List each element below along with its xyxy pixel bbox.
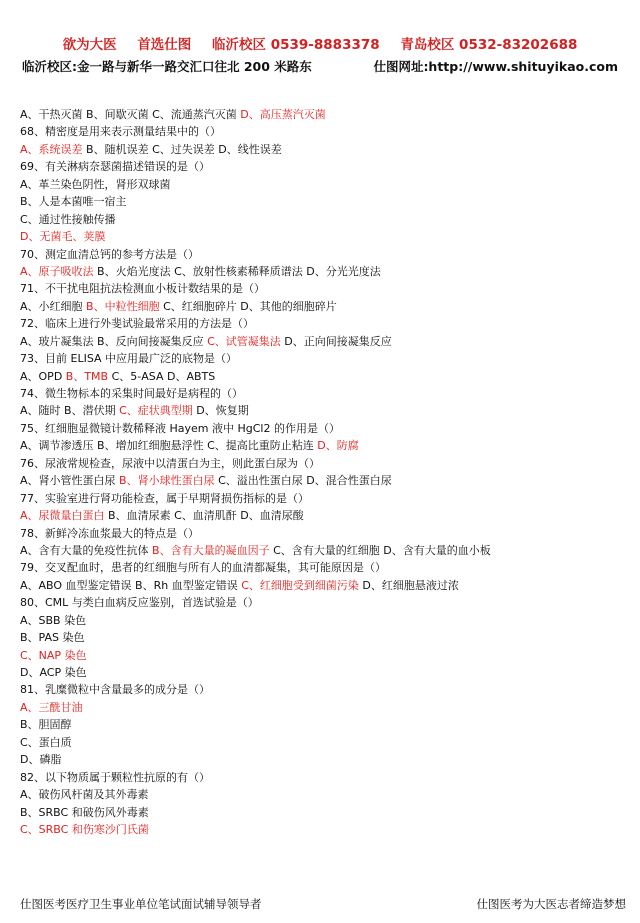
question-text: 72、临床上进行外斐试验最常采用的方法是（） [20, 317, 254, 331]
correct-answer: B、中粒性细胞 [86, 299, 160, 313]
question-line [20, 193, 630, 210]
question-text: B、SRBC 和破伤风外毒素 [20, 805, 149, 819]
question-line [20, 280, 630, 297]
question-text: D、正向间接凝集反应 [280, 334, 392, 348]
question-text: B、PAS 染色 [20, 631, 85, 645]
question-text: 76、尿液常规检查，尿液中以清蛋白为主，则此蛋白尿为（） [20, 456, 320, 470]
question-line [20, 402, 630, 419]
question-text: A、革兰染色阴性，肾形双球菌 [20, 177, 171, 191]
question-line [20, 106, 630, 123]
question-line [20, 559, 630, 576]
question-line [20, 228, 630, 245]
question-text: 81、乳糜微粒中含量最多的成分是（） [20, 683, 210, 697]
question-text: A、随时 B、潜伏期 [20, 404, 120, 418]
question-line [20, 333, 630, 350]
campus-address: 临沂校区:金一路与新华一路交汇口往北 200 米路东 [22, 59, 312, 74]
question-line [20, 612, 630, 629]
question-text: 77、实验室进行肾功能检查，属于早期肾损伤指标的是（） [20, 491, 309, 505]
question-text: A、SBB 染色 [20, 613, 87, 627]
question-line [20, 751, 630, 768]
question-text: C、红细胞碎片 D、其他的细胞碎片 [159, 299, 337, 313]
question-line [20, 385, 630, 402]
correct-answer: C、红细胞受到细菌污染 [241, 578, 359, 592]
question-text: 73、目前 ELISA 中应用最广泛的底物是（） [20, 352, 238, 366]
question-line [20, 699, 630, 716]
question-line [20, 176, 630, 193]
question-text: 71、不干扰电阻抗法检测血小板计数结果的是（） [20, 282, 265, 296]
question-line [20, 804, 630, 821]
question-text: A、玻片凝集法 B、反向间接凝集反应 [20, 334, 208, 348]
question-text: B、胆固醇 [20, 718, 72, 732]
question-text: C、溢出性蛋白尿 D、混合性蛋白尿 [214, 474, 392, 488]
question-text: A、含有大量的免疫性抗体 [20, 543, 153, 557]
footer-right-slogan: 仕图医考为大医志者缔造梦想 [476, 897, 626, 911]
qingdao-campus-phone: 青岛校区 0532-83202688 [400, 37, 578, 53]
question-text: 69、有关淋病奈瑟菌描述错误的是（） [20, 160, 210, 174]
question-line [20, 420, 630, 437]
address-bar [22, 57, 618, 75]
question-line [20, 525, 630, 542]
question-text: 68、精密度是用来表示测量结果中的（） [20, 125, 221, 139]
question-line [20, 542, 630, 559]
question-line [20, 246, 630, 263]
correct-answer: B、含有大量的凝血因子 [152, 543, 270, 557]
correct-answer: C、试管凝集法 [207, 334, 281, 348]
correct-answer: D、高压蒸汽灭菌 [240, 108, 326, 121]
question-line [20, 472, 630, 489]
correct-answer: A、系统误差 [20, 142, 83, 156]
question-text: A、破伤风杆菌及其外毒素 [20, 788, 149, 802]
question-text: 70、测定血清总钙的参考方法是（） [20, 247, 199, 261]
correct-answer: D、无菌毛、荚膜 [20, 230, 106, 244]
question-text: 82、以下物质属于颗粒性抗原的有（） [20, 770, 210, 784]
correct-answer: D、防腐 [317, 439, 359, 453]
question-text: C、5-ASA D、ABTS [108, 369, 216, 383]
question-line [20, 629, 630, 646]
question-text: A、OPD [20, 369, 66, 383]
question-text: C、通过性接触传播 [20, 212, 116, 226]
question-text: A、肾小管性蛋白尿 [20, 474, 120, 488]
question-text: C、蛋白质 [20, 735, 72, 749]
question-line [20, 577, 630, 594]
question-line [20, 769, 630, 786]
correct-answer: A、三酰甘油 [20, 700, 83, 714]
question-line [20, 455, 630, 472]
question-text: 79、交叉配血时，患者的红细胞与所有人的血清都凝集，其可能原因是（） [20, 561, 386, 575]
question-text: B、人是本菌唯一宿主 [20, 195, 127, 209]
question-line [20, 647, 630, 664]
question-text: D、红细胞悬液过浓 [358, 578, 459, 592]
question-text: 75、红细胞显微镜计数稀释液 Hayem 液中 HgCl2 的作用是（） [20, 421, 340, 435]
question-text: A、小红细胞 [20, 299, 87, 313]
question-text: B、随机误差 C、过失误差 D、线性误差 [82, 142, 282, 156]
question-line [20, 681, 630, 698]
footer-left-slogan: 仕图医考医疗卫生事业单位笔试面试辅导领导者 [20, 897, 262, 911]
question-text: 80、CML 与类白血病反应鉴别，首选试验是（） [20, 596, 259, 610]
question-line [20, 123, 630, 140]
question-line [20, 594, 630, 611]
linyi-campus-phone: 临沂校区 0539-8883378 [212, 37, 380, 53]
correct-answer: A、原子吸收法 [20, 264, 94, 278]
correct-answer: A、尿微量白蛋白 [20, 509, 105, 523]
question-line [20, 490, 630, 507]
page-footer [20, 896, 626, 914]
question-line [20, 664, 630, 681]
question-text: B、血清尿素 C、血清肌酐 D、血清尿酸 [104, 509, 304, 523]
question-text: A、调节渗透压 B、增加红细胞悬浮性 C、提高比重防止粘连 [20, 439, 318, 453]
question-text: B、火焰光度法 C、放射性核素稀释质谱法 D、分光光度法 [93, 264, 381, 278]
question-line [20, 786, 630, 803]
question-list [20, 106, 630, 838]
question-text: A、ABO 血型鉴定错误 B、Rh 血型鉴定错误 [20, 578, 242, 592]
website-url[interactable]: 仕图网址:http://www.shituyikao.com [373, 59, 618, 74]
question-text: D、ACP 染色 [20, 666, 87, 679]
question-text: D、磷脂 [20, 753, 62, 767]
correct-answer: C、NAP 染色 [20, 648, 87, 662]
question-line [20, 821, 630, 838]
correct-answer: B、TMB [65, 369, 109, 383]
school-contact-banner [0, 33, 640, 53]
question-text: A、干热灭菌 B、间歇灭菌 C、流通蒸汽灭菌 [20, 108, 241, 121]
question-line [20, 211, 630, 228]
slogan-2: 首选仕图 [137, 37, 192, 53]
question-line [20, 350, 630, 367]
question-text: C、含有大量的红细胞 D、含有大量的血小板 [269, 543, 491, 557]
question-line [20, 734, 630, 751]
question-line [20, 437, 630, 454]
question-line [20, 263, 630, 280]
question-text: 74、微生物标本的采集时间最好是病程的（） [20, 387, 243, 400]
question-text: 78、新鲜冷冻血浆最大的特点是（） [20, 526, 199, 540]
question-line [20, 507, 630, 524]
question-line [20, 158, 630, 175]
question-line [20, 141, 630, 158]
correct-answer: B、肾小球性蛋白尿 [119, 474, 215, 488]
question-line [20, 368, 630, 385]
question-line [20, 298, 630, 315]
correct-answer: C、SRBC 和伤寒沙门氏菌 [20, 822, 149, 836]
slogan-1: 欲为大医 [62, 37, 117, 53]
question-text: D、恢复期 [192, 404, 249, 418]
question-line [20, 315, 630, 332]
correct-answer: C、症状典型期 [119, 404, 193, 418]
question-line [20, 716, 630, 733]
